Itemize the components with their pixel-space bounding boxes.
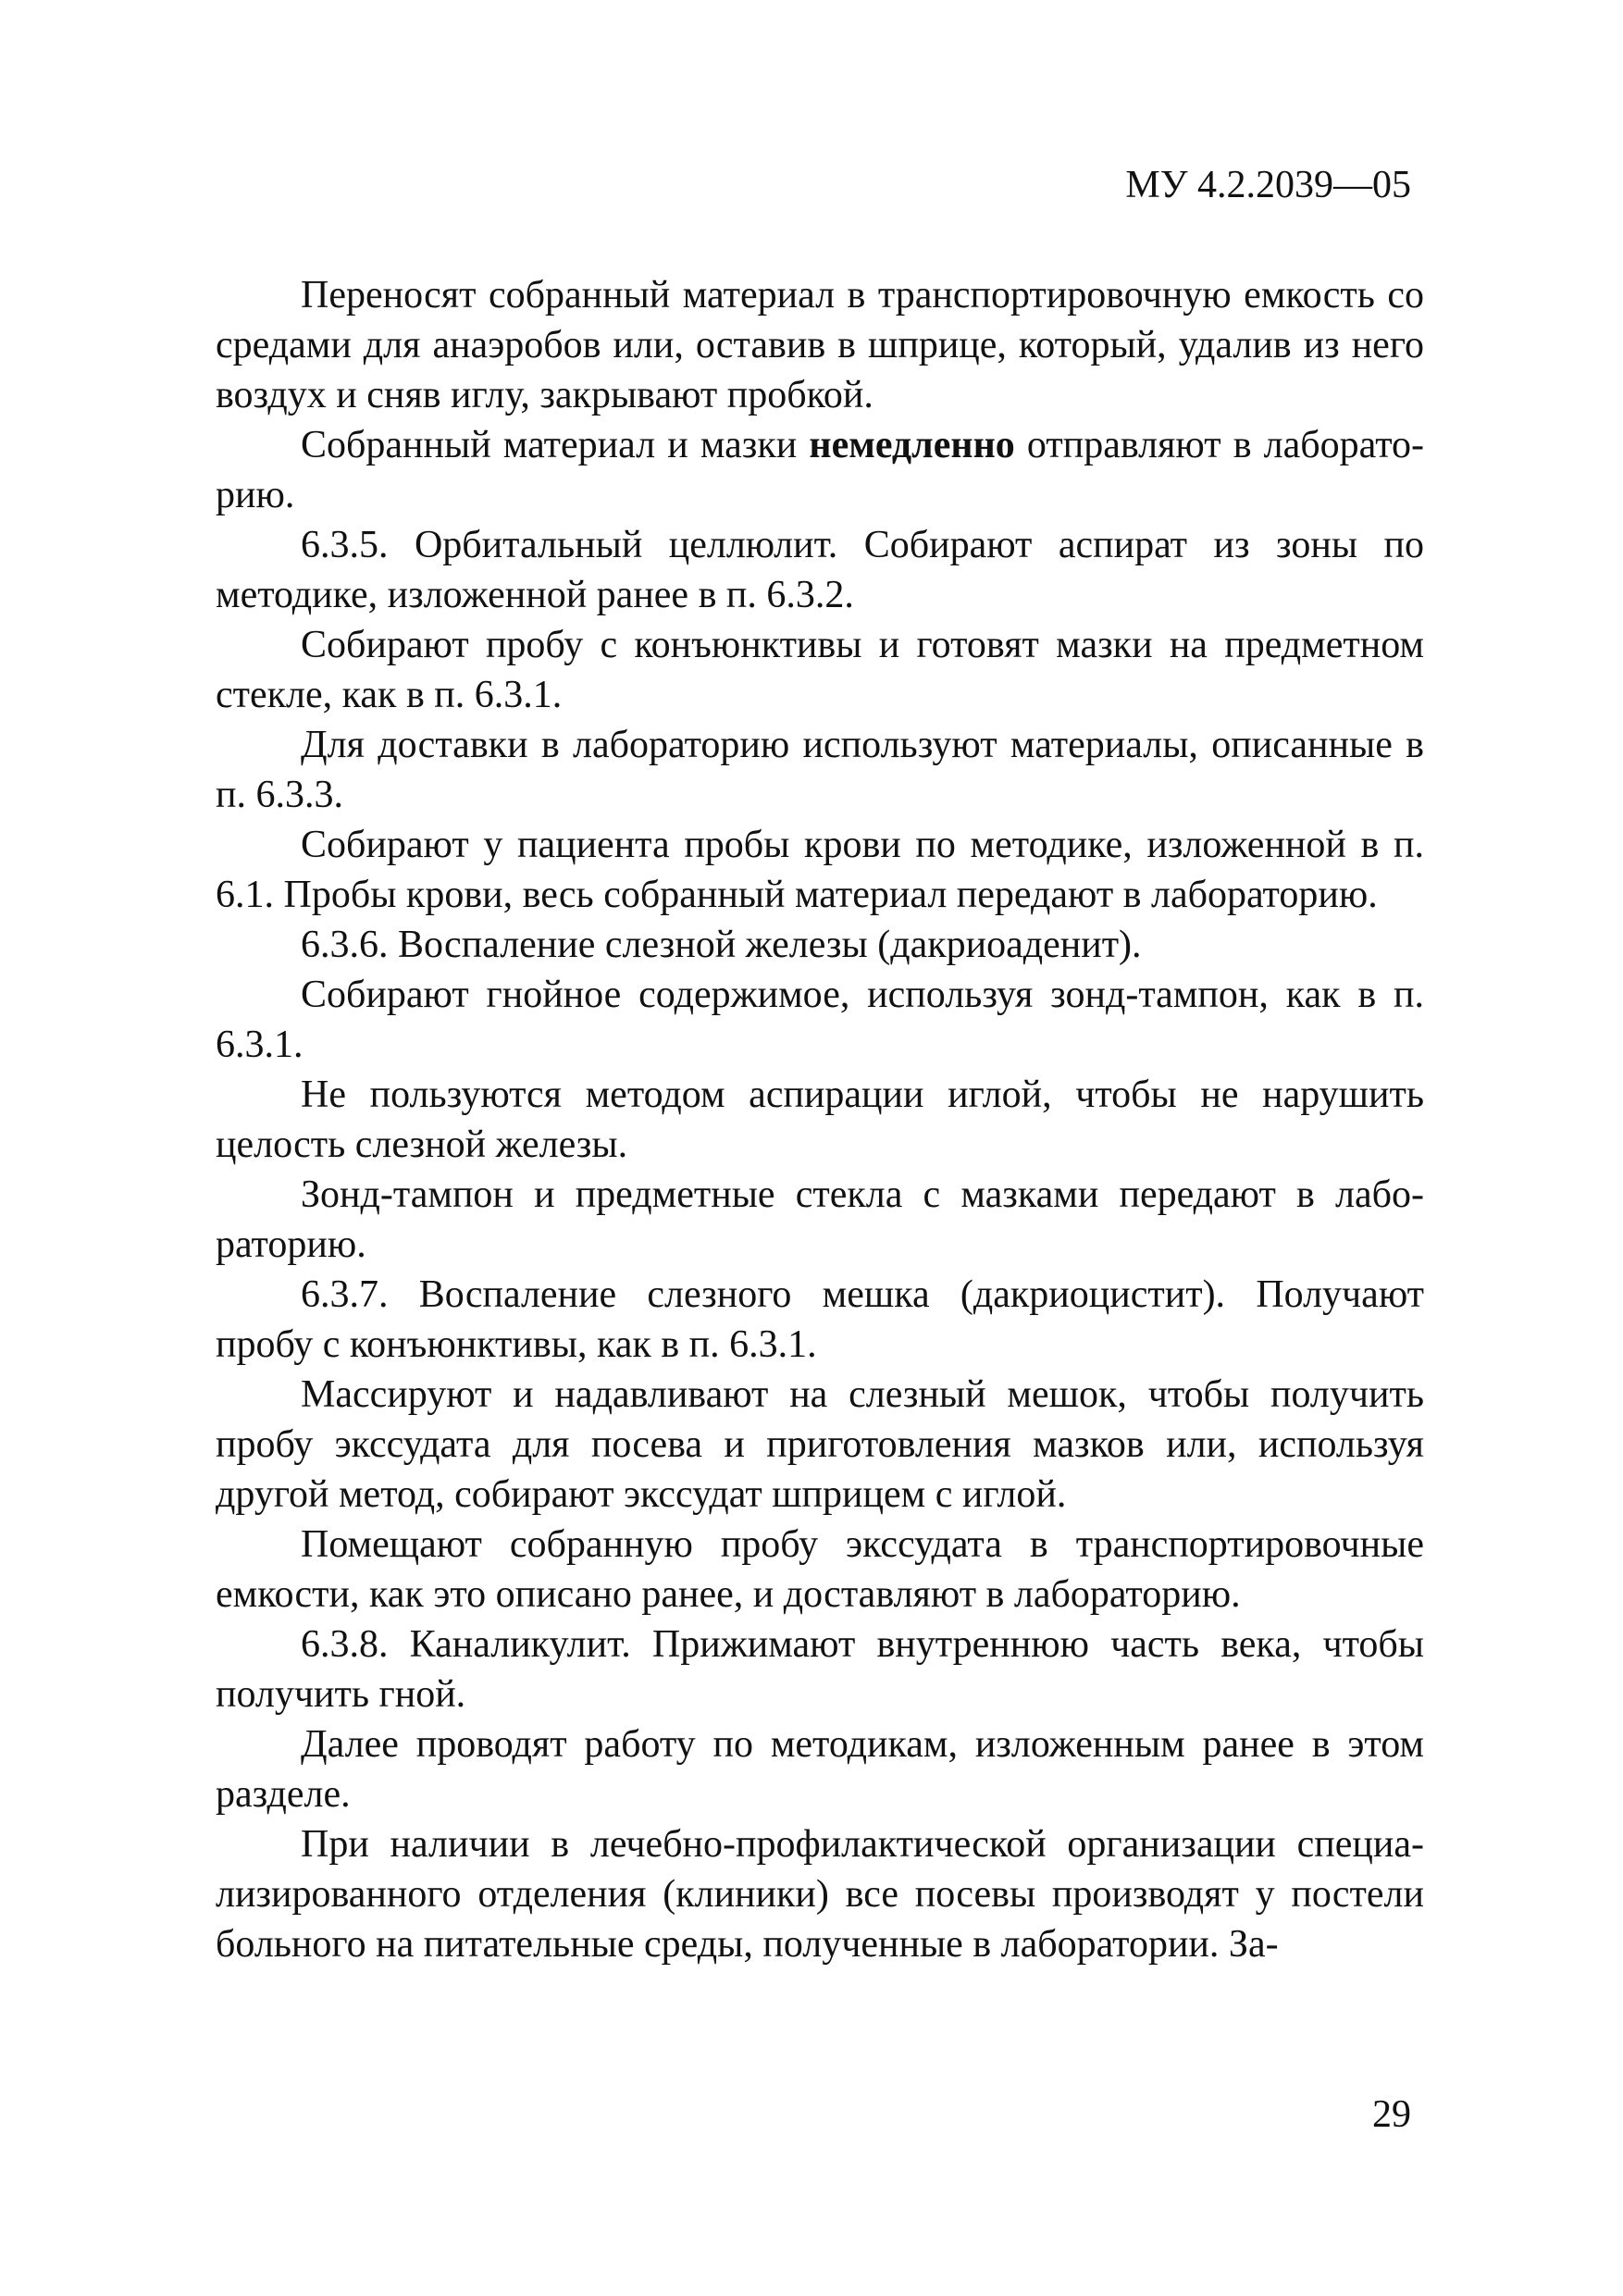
paragraph: При наличии в лечебно-профилактической организации специализированного отделения (клиники) все посевы производят у постели больного на питательные среды, полученные в лаборатории. За- (216, 1823, 1424, 1966)
paragraph-text: отправляют в лабораторию. (216, 424, 1424, 516)
paragraph (216, 420, 1424, 520)
paragraph: Далее проводят работу по методикам, изложенным ранее в этом разделе. (216, 1723, 1424, 1816)
emphasis-text: немедленно (809, 424, 1015, 466)
paragraph: 6.3.5. Орбитальный целлюлит. Собирают аспират из зоны по методике, изложенной ранее в п. 6.3.2. (216, 524, 1424, 616)
paragraph: 6.3.6. Воспаление слезной железы (дакриоаденит). (301, 924, 1142, 966)
paragraph: Зонд-тампон и предметные стекла с мазками передают в лабораторию. (216, 1173, 1424, 1266)
document-code-header: МУ 4.2.2039—05 (1125, 164, 1411, 206)
paragraph: Для доставки в лабораторию используют материалы, описанные в п. 6.3.3. (216, 724, 1424, 816)
paragraph: Массируют и надавливают на слезный мешок, чтобы получить пробу экссудата для посева и приготовления мазков или, используя другой метод, собирают экссудат шприцем с иглой. (216, 1373, 1424, 1516)
paragraph: Собирают пробу с конъюнктивы и готовят мазки на предметном стекле, как в п. 6.3.1. (216, 624, 1424, 716)
paragraph: Собирают гнойное содержимое, используя зонд-тампон, как в п. 6.3.1. (216, 974, 1424, 1066)
paragraph: 6.3.7. Воспаление слезного мешка (дакриоцистит). Получают пробу с конъюнктивы, как в п. 6.3.1. (216, 1273, 1424, 1366)
body-text (216, 270, 1424, 1969)
paragraph: Переносят собранный материал в транспортировочную емкость со средами для анаэробов или, оставив в шприце, который, удалив из него воздух и сняв иглу, закрывают пробкой. (216, 274, 1424, 416)
paragraph: Собирают у пациента пробы крови по методике, изложенной в п. 6.1. Пробы крови, весь собранный материал передают в лабораторию. (216, 824, 1424, 916)
paragraph: Не пользуются методом аспирации иглой, чтобы не нарушить целость слезной железы. (216, 1074, 1424, 1166)
paragraph: Помещают собранную пробу экссудата в транспортировочные емкости, как это описано ранее, и доставляют в лабораторию. (216, 1523, 1424, 1616)
paragraph-text: Собранный материал и мазки (301, 424, 810, 466)
page-number: 29 (1372, 2093, 1411, 2136)
paragraph: 6.3.8. Каналикулит. Прижимают внутреннюю часть века, чтобы получить гной. (216, 1623, 1424, 1716)
